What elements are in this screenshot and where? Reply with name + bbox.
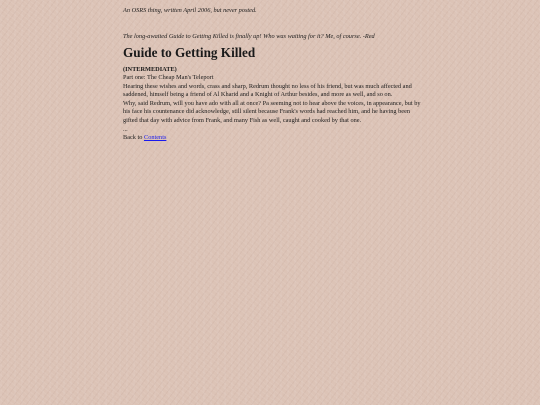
intro-note: The long-awaited Guide to Getting Killed is finally up! Who was waiting for it? Me, of course. -Red (123, 33, 375, 40)
paragraph-2: Why, said Redrum, will you have ado with all at once? Pa seeming not to hear above the voices, in appearance, but by his face his countenance did acknowledge, still silent because Frank's words had reached him, and he having been gifted that day with advice from Frank, and many Fish as well, caught and cooked by that one. (123, 99, 421, 124)
part-heading: Part one: The Cheap Man's Teleport (123, 74, 214, 81)
back-prefix: Back to (123, 134, 144, 142)
back-line (123, 134, 421, 143)
page-title: Guide to Getting Killed (123, 45, 256, 60)
top-note: An OSRS thing, written April 2006, but never posted. (123, 7, 257, 14)
page-content (123, 6, 421, 143)
ellipsis-paragraph: ... (123, 125, 128, 133)
difficulty-level: (INTERMEDIATE) (123, 66, 177, 73)
contents-link[interactable]: Contents (144, 134, 167, 142)
paragraph-1: Hearing these wishes and words, crass and sharp, Redrum thought no less of his friend, but was much affected and saddened, himself being a friend of Al Kharid and a Knight of Arthur besides, and more as well, and so on. (123, 82, 412, 99)
